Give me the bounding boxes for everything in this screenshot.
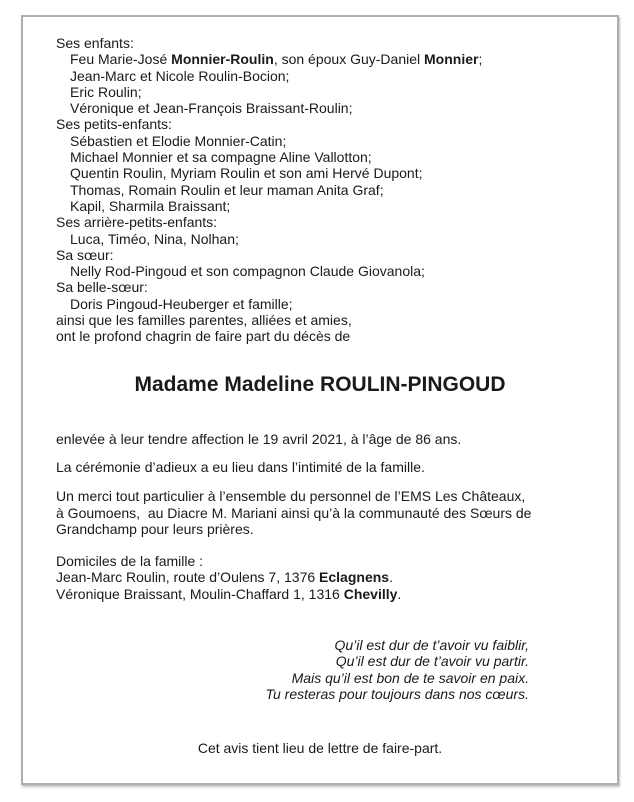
family-line: ainsi que les familles parentes, alliées et amies,	[56, 312, 352, 329]
domiciles-section	[56, 553, 584, 602]
family-line: Michael Monnier et sa compagne Aline Vallotton;	[70, 149, 372, 166]
family-list	[56, 35, 584, 345]
address-line: Jean-Marc Roulin, route d’Oulens 7, 1376 Eclagnens.	[56, 569, 393, 586]
obituary-notice	[21, 15, 619, 785]
family-line: Véronique et Jean-François Braissant-Roulin;	[70, 100, 353, 117]
family-line: Sa sœur:	[56, 246, 114, 263]
poem-line: Mais qu’il est bon de te savoir en paix.	[291, 669, 529, 686]
family-line: Ses enfants:	[56, 35, 134, 51]
closing-line: Cet avis tient lieu de lettre de faire-part.	[197, 740, 443, 757]
family-line: Doris Pingoud-Heuberger et famille;	[70, 295, 293, 312]
memorial-poem	[56, 637, 529, 702]
family-line: Quentin Roulin, Myriam Roulin et son ami Hervé Dupont;	[70, 165, 423, 182]
family-line: Ses petits-enfants:	[56, 116, 172, 133]
thanks-line: Un merci tout particulier à l’ensemble du personnel de l’EMS Les Châteaux,	[56, 488, 526, 505]
family-line: Thomas, Romain Roulin et leur maman Anita Graf;	[70, 181, 384, 198]
thanks-paragraph	[56, 488, 584, 537]
family-line: Jean-Marc et Nicole Roulin-Bocion;	[70, 67, 290, 84]
thanks-line: Grandchamp pour leurs prières.	[56, 520, 254, 537]
thanks-line: à Goumoens, au Diacre M. Mariani ainsi qu’à la communauté des Sœurs de	[56, 504, 532, 521]
address-line: Véronique Braissant, Moulin-Chaffard 1, 1316 Chevilly.	[56, 585, 402, 602]
family-line: Feu Marie-José Monnier-Roulin, son époux Guy-Daniel Monnier;	[70, 51, 483, 68]
family-line: Sébastien et Elodie Monnier-Catin;	[70, 132, 287, 149]
poem-line: Tu resteras pour toujours dans nos cœurs.	[265, 685, 529, 702]
poem-line: Qu’il est dur de t’avoir vu partir.	[335, 653, 529, 670]
death-announcement-text: enlevée à leur tendre affection le 19 avril 2021, à l’âge de 86 ans.	[56, 430, 462, 447]
family-line: Luca, Timéo, Nina, Nolhan;	[70, 230, 239, 247]
family-line: Eric Roulin;	[70, 83, 142, 100]
family-line: Nelly Rod-Pingoud et son compagnon Claude Giovanola;	[70, 263, 425, 280]
family-line: ont le profond chagrin de faire part du décès de	[56, 328, 351, 345]
family-line: Kapil, Sharmila Braissant;	[70, 197, 231, 214]
family-line: Sa belle-sœur:	[56, 279, 148, 296]
deceased-name-title: Madame Madeline ROULIN-PINGOUD	[134, 372, 506, 396]
addresses-list	[56, 569, 584, 602]
domiciles-label: Domiciles de la famille :	[56, 553, 204, 570]
poem-line: Qu’il est dur de t’avoir vu faiblir,	[334, 637, 529, 654]
ceremony-text: La cérémonie d’adieux a eu lieu dans l’intimité de la famille.	[56, 458, 425, 475]
family-line: Ses arrière-petits-enfants:	[56, 214, 218, 231]
